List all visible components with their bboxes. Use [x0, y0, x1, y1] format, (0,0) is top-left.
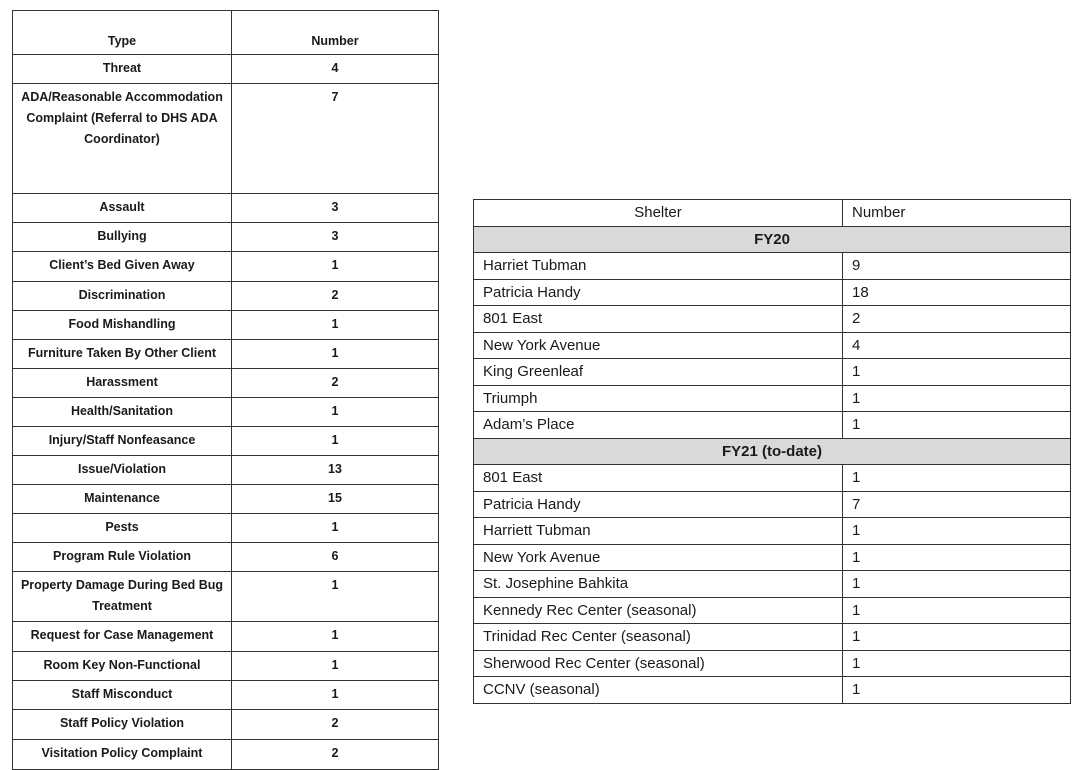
type-column-header: Type: [13, 11, 232, 55]
number-cell: 1: [232, 514, 439, 543]
table-row: [474, 677, 1071, 704]
number-cell: 1: [843, 359, 1071, 386]
shelter-cell: Patricia Handy: [474, 491, 843, 518]
number-cell: 1: [843, 650, 1071, 677]
type-cell: ADA/Reasonable Accommodation Complaint (Referral to DHS ADA Coordinator): [13, 84, 232, 194]
type-cell: Threat: [13, 55, 232, 84]
number-cell: 1: [843, 597, 1071, 624]
table-row: [474, 465, 1071, 492]
type-cell: Client’s Bed Given Away: [13, 252, 232, 282]
table-row: [474, 279, 1071, 306]
number-cell: 2: [232, 369, 439, 398]
number-cell: 1: [843, 385, 1071, 412]
shelter-cell: Sherwood Rec Center (seasonal): [474, 650, 843, 677]
number-cell: 2: [232, 710, 439, 740]
type-cell: Maintenance: [13, 485, 232, 514]
type-cell: Injury/Staff Nonfeasance: [13, 427, 232, 456]
type-cell: Visitation Policy Complaint: [13, 740, 232, 770]
table-row: [13, 543, 439, 572]
type-cell: Health/Sanitation: [13, 398, 232, 427]
shelter-cell: Harriet Tubman: [474, 253, 843, 280]
table-row: [13, 282, 439, 311]
table-row: [13, 572, 439, 622]
type-cell: Program Rule Violation: [13, 543, 232, 572]
shelter-cell: Triumph: [474, 385, 843, 412]
table-row: [474, 650, 1071, 677]
group-header-row: [474, 438, 1071, 465]
table-row: [13, 740, 439, 770]
number-column-header: Number: [843, 200, 1071, 227]
number-cell: 7: [232, 84, 439, 194]
type-cell: Pests: [13, 514, 232, 543]
number-cell: 1: [843, 677, 1071, 704]
number-cell: 1: [232, 622, 439, 652]
type-cell: Staff Policy Violation: [13, 710, 232, 740]
number-cell: 4: [232, 55, 439, 84]
table-row: [13, 194, 439, 223]
table-row: [474, 306, 1071, 333]
table-row: [474, 412, 1071, 439]
type-cell: Issue/Violation: [13, 456, 232, 485]
shelter-cell: St. Josephine Bahkita: [474, 571, 843, 598]
number-cell: 2: [232, 740, 439, 770]
number-cell: 1: [232, 652, 439, 681]
table-row: [13, 252, 439, 282]
number-cell: 15: [232, 485, 439, 514]
number-cell: 1: [843, 544, 1071, 571]
number-cell: 9: [843, 253, 1071, 280]
shelter-column-header: Shelter: [474, 200, 843, 227]
group-label-fy21: FY21 (to-date): [474, 438, 1071, 465]
shelter-cell: New York Avenue: [474, 544, 843, 571]
table-row: [13, 84, 439, 194]
table-row: [474, 597, 1071, 624]
number-cell: 1: [232, 340, 439, 369]
shelter-cell: 801 East: [474, 465, 843, 492]
table-row: [474, 544, 1071, 571]
shelter-cell: King Greenleaf: [474, 359, 843, 386]
table-row: [13, 55, 439, 84]
number-cell: 1: [232, 427, 439, 456]
number-cell: 1: [843, 412, 1071, 439]
number-cell: 13: [232, 456, 439, 485]
number-column-header: Number: [232, 11, 439, 55]
table-row: [13, 652, 439, 681]
type-cell: Request for Case Management: [13, 622, 232, 652]
shelter-table: [473, 199, 1071, 704]
number-cell: 1: [843, 571, 1071, 598]
type-cell: Property Damage During Bed Bug Treatment: [13, 572, 232, 622]
shelter-cell: 801 East: [474, 306, 843, 333]
number-cell: 7: [843, 491, 1071, 518]
table-row: [474, 571, 1071, 598]
number-cell: 18: [843, 279, 1071, 306]
number-cell: 2: [232, 282, 439, 311]
group-label-fy20: FY20: [474, 226, 1071, 253]
table-row: [474, 518, 1071, 545]
shelter-cell: Kennedy Rec Center (seasonal): [474, 597, 843, 624]
table-row: [13, 710, 439, 740]
table-row: [13, 622, 439, 652]
type-cell: Harassment: [13, 369, 232, 398]
table-row: [13, 369, 439, 398]
table-row: [13, 223, 439, 252]
table-row: [474, 385, 1071, 412]
table-row: [13, 427, 439, 456]
shelter-cell: CCNV (seasonal): [474, 677, 843, 704]
table-header-row: [474, 200, 1071, 227]
table-row: [13, 456, 439, 485]
number-cell: 1: [232, 252, 439, 282]
table-row: [474, 253, 1071, 280]
table-row: [474, 491, 1071, 518]
shelter-cell: Adam’s Place: [474, 412, 843, 439]
table-row: [13, 485, 439, 514]
number-cell: 3: [232, 194, 439, 223]
table-row: [474, 332, 1071, 359]
number-cell: 1: [843, 624, 1071, 651]
shelter-cell: Harriett Tubman: [474, 518, 843, 545]
table-header-row: [13, 11, 439, 55]
type-cell: Room Key Non-Functional: [13, 652, 232, 681]
shelter-cell: Patricia Handy: [474, 279, 843, 306]
number-cell: 4: [843, 332, 1071, 359]
group-header-row: [474, 226, 1071, 253]
number-cell: 1: [232, 572, 439, 622]
table-row: [13, 340, 439, 369]
type-cell: Staff Misconduct: [13, 681, 232, 710]
table-row: [13, 311, 439, 340]
type-cell: Food Mishandling: [13, 311, 232, 340]
table-row: [474, 624, 1071, 651]
number-cell: 6: [232, 543, 439, 572]
number-cell: 2: [843, 306, 1071, 333]
complaint-type-table: [12, 10, 439, 770]
number-cell: 1: [843, 518, 1071, 545]
type-cell: Bullying: [13, 223, 232, 252]
shelter-cell: New York Avenue: [474, 332, 843, 359]
type-cell: Discrimination: [13, 282, 232, 311]
number-cell: 1: [843, 465, 1071, 492]
number-cell: 1: [232, 311, 439, 340]
number-cell: 1: [232, 398, 439, 427]
shelter-cell: Trinidad Rec Center (seasonal): [474, 624, 843, 651]
number-cell: 3: [232, 223, 439, 252]
table-row: [13, 681, 439, 710]
table-row: [474, 359, 1071, 386]
type-cell: Assault: [13, 194, 232, 223]
table-row: [13, 398, 439, 427]
number-cell: 1: [232, 681, 439, 710]
type-cell: Furniture Taken By Other Client: [13, 340, 232, 369]
table-row: [13, 514, 439, 543]
